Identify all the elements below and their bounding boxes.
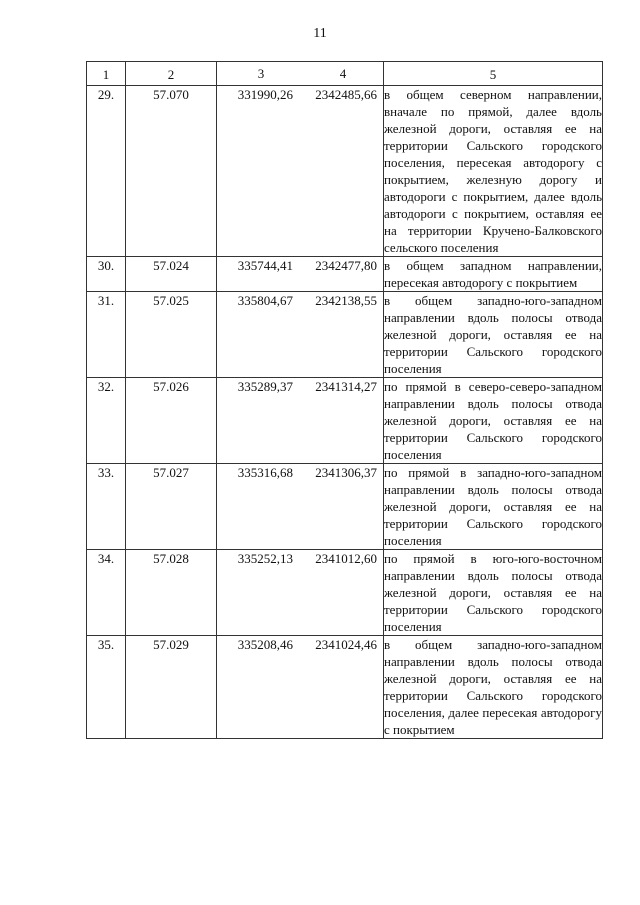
boundary-description: по прямой в северо-северо-западном направлении вдоль полосы отвода железной дороги, оставляя ее на территории Сальского городского поселения <box>384 379 602 462</box>
table-row <box>87 86 603 257</box>
coordinates-cell <box>217 292 384 378</box>
coordinates-cell <box>217 86 384 257</box>
boundary-description: в общем северном направлении, вначале по прямой, далее вдоль железной дороги, оставляя ее на территории Сальского городского поселения, пересекая автодорогу с покрытием, железную дорогу и автодороги с покрытием, далее вдоль автодороги с покрытием, оставляя ее на территории Кручено-Балковского сельского поселения <box>384 87 602 255</box>
coordinate-x: 335252,13 <box>237 551 293 566</box>
header-col-3: 3 <box>257 66 265 81</box>
header-col-4: 4 <box>339 66 347 81</box>
header-col-2: 2 <box>126 62 217 86</box>
point-code: 57.070 <box>126 86 217 257</box>
boundary-description: в общем западно-юго-западном направлении вдоль полосы отвода железной дороги, оставляя ее на территории Сальского городского поселения <box>384 293 602 376</box>
row-number: 29. <box>87 86 126 257</box>
row-number: 34. <box>87 550 126 636</box>
coordinate-y: 2341306,37 <box>315 465 377 480</box>
row-number: 35. <box>87 636 126 739</box>
coordinate-y: 2341024,46 <box>315 637 377 652</box>
coordinates-cell <box>217 257 384 292</box>
boundary-description: в общем западно-юго-западном направлении вдоль полосы отвода железной дороги, оставляя ее на территории Сальского городского поселения, далее пересекая автодорогу с покрытием <box>384 637 602 737</box>
boundary-points-table <box>86 61 603 739</box>
coordinates-cell <box>217 464 384 550</box>
header-col-5: 5 <box>384 62 603 86</box>
point-code: 57.029 <box>126 636 217 739</box>
table-row <box>87 464 603 550</box>
coordinate-y: 2342477,80 <box>315 258 377 273</box>
page-number: 11 <box>313 26 327 41</box>
header-col-3-4 <box>217 62 384 86</box>
coordinate-y: 2342138,55 <box>315 293 377 308</box>
boundary-description: в общем западном направлении, пересекая автодорогу с покрытием <box>384 258 602 290</box>
row-number: 31. <box>87 292 126 378</box>
coordinate-x: 335316,68 <box>237 465 293 480</box>
row-number: 33. <box>87 464 126 550</box>
coordinate-y: 2341314,27 <box>315 379 377 394</box>
table-row <box>87 550 603 636</box>
row-number: 32. <box>87 378 126 464</box>
table-row <box>87 292 603 378</box>
table-header-row <box>87 62 603 86</box>
coordinates-cell <box>217 550 384 636</box>
coordinate-y: 2341012,60 <box>315 551 377 566</box>
coordinates-cell <box>217 378 384 464</box>
coordinates-cell <box>217 636 384 739</box>
row-number: 30. <box>87 257 126 292</box>
table-row <box>87 636 603 739</box>
point-code: 57.024 <box>126 257 217 292</box>
table-row <box>87 378 603 464</box>
boundary-description: по прямой в юго-юго-восточном направлении вдоль полосы отвода железной дороги, оставляя ее на территории Сальского городского поселения <box>384 551 602 634</box>
table-row <box>87 257 603 292</box>
coordinate-x: 335289,37 <box>237 379 293 394</box>
point-code: 57.026 <box>126 378 217 464</box>
coordinate-x: 335744,41 <box>237 258 293 273</box>
boundary-description: по прямой в западно-юго-западном направлении вдоль полосы отвода железной дороги, оставляя ее на территории Сальского городского поселения <box>384 465 602 548</box>
header-col-1: 1 <box>87 62 126 86</box>
point-code: 57.025 <box>126 292 217 378</box>
point-code: 57.028 <box>126 550 217 636</box>
coordinate-x: 335804,67 <box>237 293 293 308</box>
point-code: 57.027 <box>126 464 217 550</box>
coordinate-x: 335208,46 <box>237 637 293 652</box>
coordinate-y: 2342485,66 <box>315 87 377 102</box>
coordinate-x: 331990,26 <box>237 87 293 102</box>
